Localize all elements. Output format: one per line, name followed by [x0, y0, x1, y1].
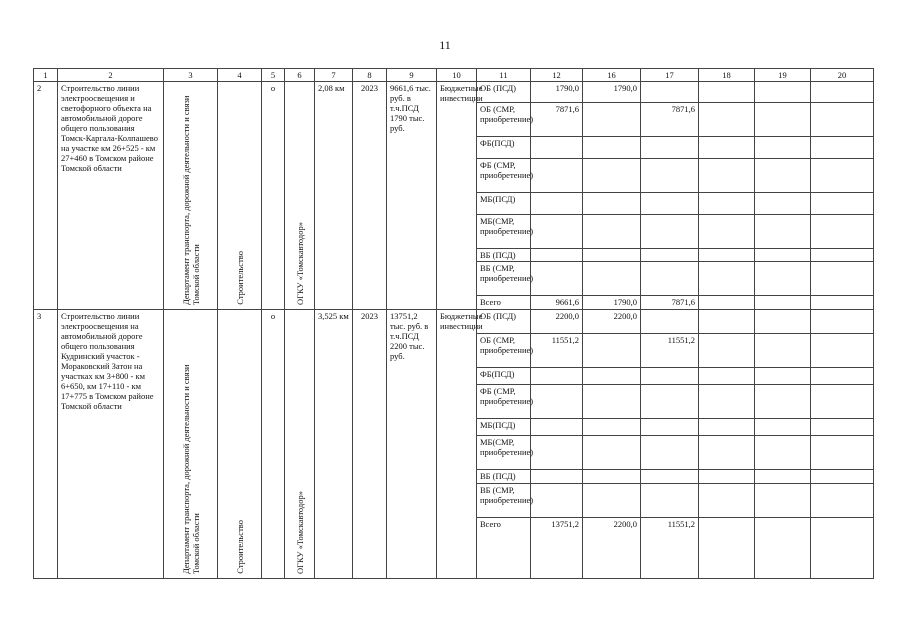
- customer: [285, 82, 315, 310]
- source-label: МБ(ПСД): [477, 193, 531, 215]
- column-header: 1: [34, 69, 58, 82]
- value-col-17: [641, 249, 699, 262]
- value-col-19: [755, 103, 811, 137]
- value-col-16: [583, 137, 641, 159]
- capacity: 3,525 км: [315, 310, 353, 579]
- value-col-17: 7871,6: [641, 296, 699, 310]
- department: [164, 82, 218, 310]
- value-col-12: [531, 484, 583, 518]
- object-name: Строительство линии электроосвещения на автомобильной дороге общего пользования Кудринский участок - Мораковский Затон на участках км 3+800 - км 6+650, км 17+110 - км 17+775 в Томском районе Томской области: [58, 310, 164, 579]
- status-mark: о: [262, 310, 285, 579]
- customer-text: ОГКУ «Томскавтодор»: [294, 222, 305, 305]
- capacity: 2,08 км: [315, 82, 353, 310]
- column-header: 19: [755, 69, 811, 82]
- value-col-12: [531, 436, 583, 470]
- value-col-18: [699, 296, 755, 310]
- value-col-18: [699, 385, 755, 419]
- value-col-12: [531, 137, 583, 159]
- department-text: Департамент транспорта, дорожной деятельности и связи Томской области: [180, 95, 201, 305]
- source-label: ФБ (СМР, приобретение): [477, 385, 531, 419]
- source-label: Всего: [477, 296, 531, 310]
- value-col-17: [641, 193, 699, 215]
- value-col-20: [811, 368, 874, 385]
- value-col-19: [755, 470, 811, 484]
- page-number: 11: [439, 38, 451, 52]
- value-col-12: [531, 159, 583, 193]
- column-header: 11: [477, 69, 531, 82]
- value-col-18: [699, 82, 755, 103]
- source-label: МБ(СМР, приобретение): [477, 436, 531, 470]
- value-col-12: [531, 419, 583, 436]
- column-header: 8: [353, 69, 387, 82]
- source-label: ОБ (СМР, приобретение): [477, 334, 531, 368]
- value-col-18: [699, 334, 755, 368]
- column-header: 5: [262, 69, 285, 82]
- source-row: [34, 82, 874, 103]
- value-col-18: [699, 249, 755, 262]
- value-col-12: 13751,2: [531, 518, 583, 579]
- value-col-17: [641, 310, 699, 334]
- value-col-20: [811, 484, 874, 518]
- value-col-17: 11551,2: [641, 518, 699, 579]
- value-col-12: [531, 262, 583, 296]
- department-text: Департамент транспорта, дорожной деятельности и связи Томской области: [180, 364, 201, 574]
- value-col-18: [699, 215, 755, 249]
- value-col-19: [755, 193, 811, 215]
- value-col-19: [755, 137, 811, 159]
- value-col-12: [531, 249, 583, 262]
- work-type-text: Строительство: [234, 520, 245, 574]
- value-col-17: [641, 137, 699, 159]
- source-label: ОБ (СМР, приобретение): [477, 103, 531, 137]
- source-label: ОБ (ПСД): [477, 310, 531, 334]
- value-col-20: [811, 262, 874, 296]
- source-label: ОБ (ПСД): [477, 82, 531, 103]
- department: [164, 310, 218, 579]
- value-col-17: [641, 82, 699, 103]
- value-col-19: [755, 368, 811, 385]
- value-col-16: [583, 436, 641, 470]
- value-col-12: 2200,0: [531, 310, 583, 334]
- funding-type: Бюджетные инвестиции: [437, 310, 477, 579]
- column-header: 9: [387, 69, 437, 82]
- source-label: ФБ (СМР, приобретение): [477, 159, 531, 193]
- investment-table: [33, 68, 874, 579]
- value-col-16: [583, 419, 641, 436]
- value-col-19: [755, 249, 811, 262]
- value-col-20: [811, 137, 874, 159]
- customer-text: ОГКУ «Томскавтодор»: [294, 491, 305, 574]
- value-col-12: 7871,6: [531, 103, 583, 137]
- value-col-16: [583, 159, 641, 193]
- work-type: [218, 310, 262, 579]
- source-label: ФБ(ПСД): [477, 137, 531, 159]
- value-col-19: [755, 334, 811, 368]
- row-number: 3: [34, 310, 58, 579]
- value-col-16: 2200,0: [583, 310, 641, 334]
- value-col-12: 1790,0: [531, 82, 583, 103]
- value-col-16: [583, 215, 641, 249]
- source-label: ВБ (СМР, приобретение): [477, 484, 531, 518]
- value-col-17: 7871,6: [641, 103, 699, 137]
- value-col-16: [583, 262, 641, 296]
- value-col-16: [583, 484, 641, 518]
- column-header: 16: [583, 69, 641, 82]
- value-col-20: [811, 82, 874, 103]
- value-col-17: [641, 419, 699, 436]
- source-label: Всего: [477, 518, 531, 579]
- value-col-17: [641, 385, 699, 419]
- value-col-18: [699, 368, 755, 385]
- value-col-19: [755, 296, 811, 310]
- cost: 9661,6 тыс. руб. в т.ч.ПСД 1790 тыс. руб.: [387, 82, 437, 310]
- source-label: ФБ(ПСД): [477, 368, 531, 385]
- column-header: 6: [285, 69, 315, 82]
- value-col-16: 1790,0: [583, 296, 641, 310]
- year: 2023: [353, 310, 387, 579]
- value-col-20: [811, 385, 874, 419]
- value-col-18: [699, 436, 755, 470]
- column-header: 12: [531, 69, 583, 82]
- value-col-20: [811, 193, 874, 215]
- value-col-16: [583, 193, 641, 215]
- column-header: 2: [58, 69, 164, 82]
- value-col-12: 9661,6: [531, 296, 583, 310]
- value-col-18: [699, 193, 755, 215]
- cost: 13751,2 тыс. руб. в т.ч.ПСД 2200 тыс. руб.: [387, 310, 437, 579]
- value-col-19: [755, 419, 811, 436]
- value-col-17: [641, 368, 699, 385]
- value-col-17: [641, 215, 699, 249]
- year: 2023: [353, 82, 387, 310]
- status-mark: о: [262, 82, 285, 310]
- value-col-16: 1790,0: [583, 82, 641, 103]
- value-col-12: 11551,2: [531, 334, 583, 368]
- value-col-20: [811, 296, 874, 310]
- work-type: [218, 82, 262, 310]
- value-col-19: [755, 484, 811, 518]
- value-col-20: [811, 159, 874, 193]
- customer: [285, 310, 315, 579]
- value-col-17: [641, 262, 699, 296]
- header-row: [34, 69, 874, 82]
- value-col-19: [755, 310, 811, 334]
- value-col-16: [583, 249, 641, 262]
- value-col-19: [755, 82, 811, 103]
- value-col-20: [811, 436, 874, 470]
- value-col-16: [583, 103, 641, 137]
- value-col-18: [699, 518, 755, 579]
- value-col-18: [699, 310, 755, 334]
- value-col-18: [699, 159, 755, 193]
- column-header: 10: [437, 69, 477, 82]
- row-number: 2: [34, 82, 58, 310]
- value-col-12: [531, 215, 583, 249]
- source-label: МБ(СМР, приобретение): [477, 215, 531, 249]
- value-col-20: [811, 419, 874, 436]
- value-col-17: [641, 436, 699, 470]
- value-col-19: [755, 262, 811, 296]
- value-col-19: [755, 215, 811, 249]
- value-col-18: [699, 103, 755, 137]
- value-col-20: [811, 518, 874, 579]
- value-col-17: [641, 159, 699, 193]
- value-col-17: [641, 470, 699, 484]
- value-col-16: [583, 368, 641, 385]
- value-col-16: [583, 385, 641, 419]
- value-col-20: [811, 103, 874, 137]
- column-header: 17: [641, 69, 699, 82]
- value-col-18: [699, 470, 755, 484]
- column-header: 4: [218, 69, 262, 82]
- source-label: ВБ (ПСД): [477, 470, 531, 484]
- value-col-16: [583, 470, 641, 484]
- value-col-12: [531, 368, 583, 385]
- object-name: Строительство линии электроосвещения и светофорного объекта на автомобильной дороге общего пользования Томск-Каргала-Колпашево на участке км 26+525 - км 27+460 в Томском районе Томской области: [58, 82, 164, 310]
- value-col-19: [755, 159, 811, 193]
- value-col-18: [699, 484, 755, 518]
- value-col-12: [531, 193, 583, 215]
- value-col-19: [755, 518, 811, 579]
- value-col-16: 2200,0: [583, 518, 641, 579]
- value-col-20: [811, 249, 874, 262]
- source-label: ВБ (ПСД): [477, 249, 531, 262]
- value-col-18: [699, 419, 755, 436]
- value-col-18: [699, 137, 755, 159]
- value-col-19: [755, 436, 811, 470]
- column-header: 18: [699, 69, 755, 82]
- work-type-text: Строительство: [234, 251, 245, 305]
- source-row: [34, 310, 874, 334]
- column-header: 7: [315, 69, 353, 82]
- source-label: МБ(ПСД): [477, 419, 531, 436]
- value-col-17: 11551,2: [641, 334, 699, 368]
- source-label: ВБ (СМР, приобретение): [477, 262, 531, 296]
- column-header: 3: [164, 69, 218, 82]
- value-col-12: [531, 470, 583, 484]
- value-col-20: [811, 215, 874, 249]
- value-col-12: [531, 385, 583, 419]
- value-col-20: [811, 310, 874, 334]
- value-col-18: [699, 262, 755, 296]
- value-col-16: [583, 334, 641, 368]
- value-col-20: [811, 334, 874, 368]
- value-col-19: [755, 385, 811, 419]
- value-col-17: [641, 484, 699, 518]
- value-col-20: [811, 470, 874, 484]
- column-header: 20: [811, 69, 874, 82]
- funding-type: Бюджетные инвестиции: [437, 82, 477, 310]
